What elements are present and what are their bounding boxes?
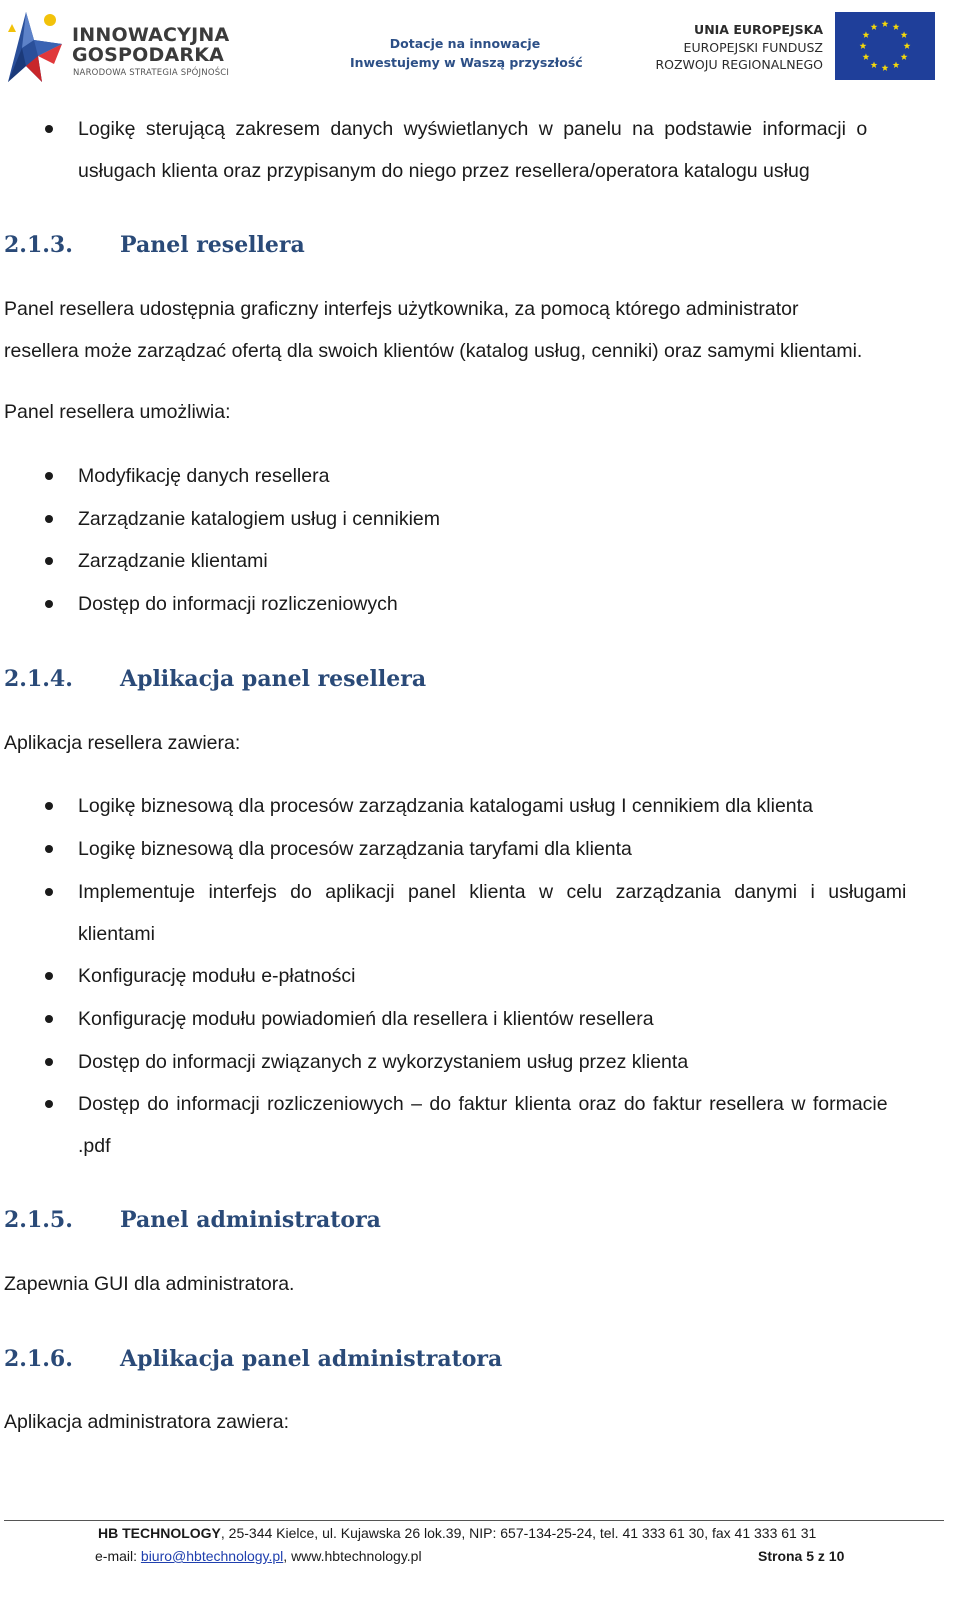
list-item-text: Konfigurację modułu e-płatności: [78, 965, 356, 987]
eu-logo: [655, 10, 945, 85]
logo-text-line1: INNOWACYJNA: [72, 24, 230, 46]
paragraph-intro: Aplikacja resellera zawiera:: [4, 732, 241, 754]
list-item: [78, 498, 940, 540]
footer-divider: [4, 1520, 944, 1521]
eu-text-line2: EUROPEJSKI FUNDUSZ: [683, 40, 823, 55]
list-item: [78, 1041, 940, 1083]
section-heading-2-1-6: [4, 1346, 502, 1372]
section-heading-2-1-5: [4, 1207, 381, 1233]
slogan-line2: Inwestujemy w Waszą przyszłość: [350, 55, 583, 70]
list-item-text-line2: klientami: [78, 923, 155, 945]
list-item: [78, 828, 940, 870]
bullet-icon: [45, 125, 53, 133]
bullet-icon: [45, 972, 53, 980]
bullet-icon: [45, 515, 53, 523]
document-header: [0, 0, 960, 90]
section-title: Aplikacja panel resellera: [120, 666, 427, 692]
footer-email-link[interactable]: biuro@hbtechnology.pl: [140, 1548, 284, 1564]
list-item-text: Zarządzanie klientami: [78, 550, 268, 572]
star-logo-icon: [4, 4, 66, 84]
bullet-icon: [45, 557, 53, 565]
list-item: [78, 1083, 940, 1167]
footer-contact: [95, 1548, 422, 1564]
section-number: 2.1.3.: [4, 232, 73, 258]
list-item-text-line2: .pdf: [78, 1135, 111, 1157]
footer-company-info: [98, 1525, 816, 1541]
paragraph-intro: Panel resellera umożliwia:: [4, 401, 231, 423]
list-item: [78, 455, 940, 497]
list-item-text: Zarządzanie katalogiem usług i cennikiem: [78, 508, 441, 530]
bullet-icon: [45, 600, 53, 608]
bullet-icon: [45, 845, 53, 853]
section-number: 2.1.6.: [4, 1346, 73, 1372]
paragraph-line: resellera może zarządzać ofertą dla swoich klientów (katalog usług, cenniki) oraz samymi klientami.: [4, 340, 863, 362]
list-item-text: Konfigurację modułu powiadomień dla resellera i klientów resellera: [78, 1008, 654, 1030]
list-item: [78, 785, 940, 827]
section-heading-2-1-3: [4, 232, 305, 258]
eu-text-line3: ROZWOJU REGIONALNEGO: [655, 57, 823, 72]
section-heading-2-1-4: [4, 666, 426, 692]
list-item-text: Dostęp do informacji związanych z wykorzystaniem usług przez klienta: [78, 1051, 689, 1073]
footer-company-name: HB TECHNOLOGY: [98, 1525, 221, 1541]
section-number: 2.1.5.: [4, 1207, 73, 1233]
section-title: Panel resellera: [120, 232, 305, 258]
list-item: [78, 108, 940, 192]
paragraph: Zapewnia GUI dla administratora.: [4, 1273, 295, 1295]
eu-flag-icon: [835, 12, 935, 80]
bullet-icon: [45, 1100, 53, 1108]
bullet-icon: [45, 888, 53, 896]
bullet-icon: [45, 1058, 53, 1066]
logo-text-line2: GOSPODARKA: [72, 44, 225, 66]
list-item-text: Logikę biznesową dla procesów zarządzania katalogami usług I cennikiem dla klienta: [78, 795, 813, 817]
list-item-text-line2: usługach klienta oraz przypisanym do niego przez resellera/operatora katalogu usług: [78, 160, 810, 182]
footer-email-label: e-mail:: [95, 1548, 141, 1564]
list-item: [78, 583, 940, 625]
section-number: 2.1.4.: [4, 666, 73, 692]
page-number: Strona 5 z 10: [758, 1548, 845, 1564]
list-item-text-line1: Logikę sterującą zakresem danych wyświetlanych w panelu na podstawie informacji o: [78, 118, 868, 140]
list-item-text: Logikę biznesową dla procesów zarządzania taryfami dla klienta: [78, 838, 632, 860]
paragraph-line: Panel resellera udostępnia graficzny interfejs użytkownika, za pomocą którego administrator: [4, 298, 799, 320]
list-item: [78, 998, 940, 1040]
list-item-text: Dostęp do informacji rozliczeniowych: [78, 593, 398, 615]
section-title: Aplikacja panel administratora: [120, 1346, 503, 1372]
bullet-icon: [45, 1015, 53, 1023]
footer-website[interactable]: , www.hbtechnology.pl: [283, 1548, 422, 1564]
innowacyjna-gospodarka-logo: [4, 4, 244, 84]
slogan-line1: Dotacje na innowacje: [389, 36, 541, 51]
list-item: [78, 955, 940, 997]
section-title: Panel administratora: [120, 1207, 381, 1233]
paragraph-intro: Aplikacja administratora zawiera:: [4, 1411, 290, 1433]
list-item: [78, 540, 940, 582]
eu-text-line1: UNIA EUROPEJSKA: [694, 22, 823, 37]
bullet-icon: [45, 802, 53, 810]
header-slogan: [350, 36, 583, 70]
list-item-text: Modyfikację danych resellera: [78, 465, 330, 487]
footer-address: , 25-344 Kielce, ul. Kujawska 26 lok.39, NIP: 657-134-25-24, tel. 41 333 61 30, fax 41 333 61 31: [220, 1525, 817, 1541]
bullet-icon: [45, 472, 53, 480]
list-item-text-line1: Dostęp do informacji rozliczeniowych – do faktur klienta oraz do faktur resellera w formacie: [78, 1093, 888, 1115]
list-item-text-line1: Implementuje interfejs do aplikacji panel klienta w celu zarządzania danymi i usługami: [78, 881, 907, 903]
logo-text-line3: NARODOWA STRATEGIA SPÓJNOŚCI: [73, 68, 230, 78]
list-item: [78, 871, 940, 955]
